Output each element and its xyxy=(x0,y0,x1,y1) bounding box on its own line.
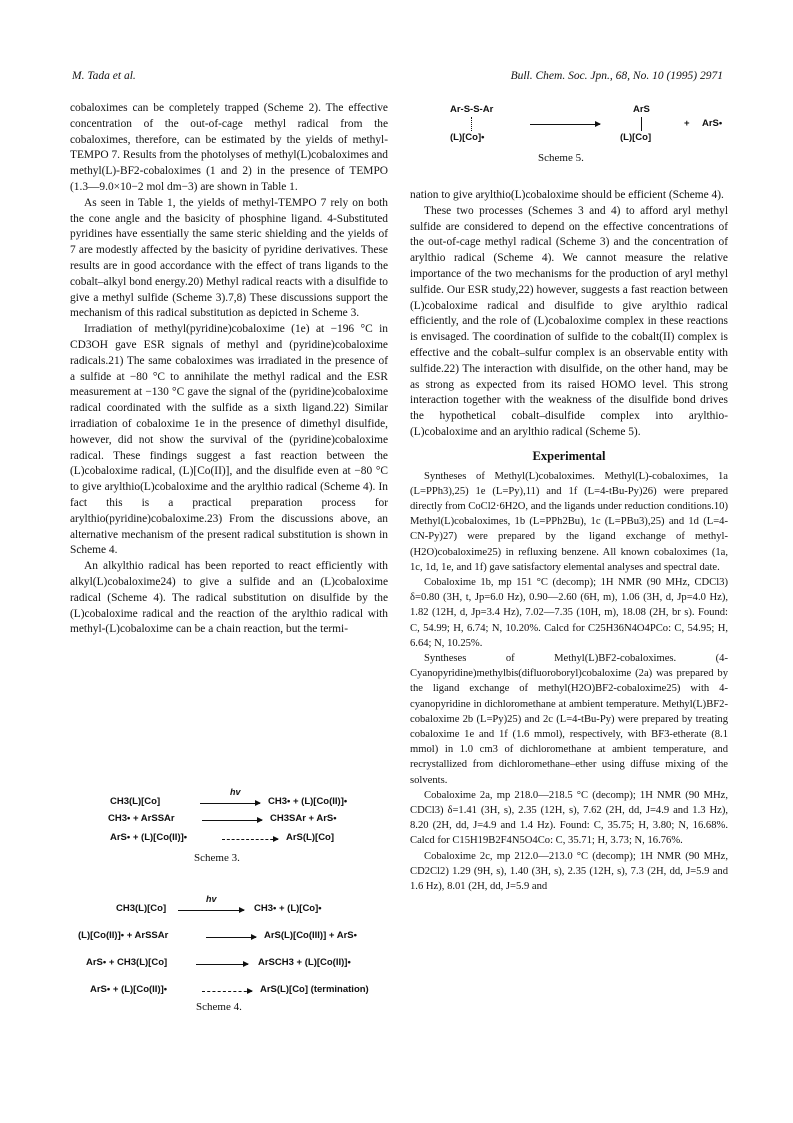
scheme-caption: Scheme 3. xyxy=(194,852,240,864)
product-top: ArS xyxy=(633,104,650,115)
left-column xyxy=(70,101,388,638)
paragraph: nation to give arylthio(L)cobaloxime should be efficient (Scheme 4). xyxy=(410,189,724,201)
scheme-caption: Scheme 5. xyxy=(538,152,584,164)
coordination-dotted-bond xyxy=(471,117,472,131)
disulfide-complex-bottom: (L)[Co]• xyxy=(450,132,485,143)
reaction-right: CH3• + (L)[Co]• xyxy=(254,903,322,914)
paragraph: Cobaloxime 2c, mp 212.0—213.0 °C (decomp); 1H NMR (90 MHz, CD2Cl2) 1.29 (9H, s), 1.40 (3H, s), 2.35 (12H, s), 7.3 (2H, dd, J=5.9 and 1.6 Hz), 8.01 (2H, dd, J=5.9 and xyxy=(410,850,728,893)
product-bond xyxy=(641,117,642,131)
scheme-5 xyxy=(450,104,723,170)
right-column xyxy=(410,188,728,894)
reaction-right: ArS(L)[Co] (termination) xyxy=(260,984,369,995)
reaction-arrow xyxy=(178,910,244,911)
reaction-right: CH3• + (L)[Co(II)]• xyxy=(268,796,348,807)
reaction-arrow-dashed xyxy=(222,839,278,840)
reaction-arrow xyxy=(196,964,248,965)
reaction-right: ArS(L)[Co(III)] + ArS• xyxy=(264,930,357,941)
paragraph: Cobaloxime 2a, mp 218.0—218.5 °C (decomp); 1H NMR (90 MHz, CDCl3) δ=1.41 (3H, s), 2.35 (12H, s), 7.62 (2H, dd, J=4.9 and 1.3 Hz), 8.20 (2H, dd, J=4.9 and 1.4 Hz). Found: C, 35.75; H, 3.80; N, 16.68%. Calcd for C15H19B2F4N5O4Co: C, 35.71; H, 3.73; N, 16.76%. xyxy=(410,789,728,847)
paragraph: Irradiation of methyl(pyridine)cobaloxime (1e) at −196 °C in CD3OH gave ESR signals of methyl and (pyridine)cobaloxime radicals.21) The same cobaloximes was irradiated in the presence of a sulfide at −80 °C to annihilate the methyl radical and the ESR measurement at −130 °C gave the signal of the (pyridine)cobaloxime radical coordinated with the sulfide as a sixth ligand.22) Similar irradiation of cobaloxime 1e in the presence of dimethyl disulfide, however, did not show the survival of the (pyridine)cobaloxime radical. These findings suggest a fast reaction between the (L)cobaloxime radical, (L)[Co(II)], and the disulfide even at −80 °C to give arylthio(L)cobaloxime and the arylthio radical (Scheme 4). In fact this is a practical preparation process for arylthio(pyridine)cobaloxime.23) From the discussions above, an alternative mechanism of the present radical substitution is shown in Scheme 4. xyxy=(70,323,388,557)
reaction-arrow-dashed xyxy=(202,991,252,992)
scheme-caption: Scheme 4. xyxy=(196,1001,242,1013)
reaction-left: (L)[Co(II)]• + ArSSAr xyxy=(78,930,169,941)
reaction-left: CH3• + ArSSAr xyxy=(108,813,175,824)
hv-label: hv xyxy=(230,787,241,797)
reaction-left: ArS• + (L)[Co(II)]• xyxy=(90,984,168,995)
reaction-left: ArS• + CH3(L)[Co] xyxy=(86,957,168,968)
reaction-left: CH3(L)[Co] xyxy=(110,796,161,807)
running-header-journal: Bull. Chem. Soc. Jpn., 68, No. 10 (1995) 2971 xyxy=(510,70,723,82)
reaction-right: ArSCH3 + (L)[Co(II)]• xyxy=(258,957,351,968)
reaction-arrow xyxy=(202,820,262,821)
hv-label: hv xyxy=(206,894,217,904)
scheme-3 xyxy=(108,787,370,866)
plus-sign: + xyxy=(684,118,690,129)
paragraph: As seen in Table 1, the yields of methyl-TEMPO 7 rely on both the cone angle and the basicity of phosphine ligand. 4-Substituted pyridines have essentially the same steric shielding and the yields of 7 are modestly affected by the basicity of pyridine derivatives. These results are in good accordance with the effect of trans ligands to the cobalt–alkyl bond energy.20) Methyl radical reacts with a disulfide to give a methyl sulfide (Scheme 3).7,8) These discussions support the mechanism of this radical substitution as depicted in Scheme 3. xyxy=(70,196,388,320)
paragraph: Syntheses of Methyl(L)BF2-cobaloximes. (4-Cyanopyridine)methylbis(difluoroboryl)cobaloxime (2a) was prepared by the ligand exchange of methyl(H2O)BF2-cobaloxime25) with 4-cyanopyridine in dichloromethane at ambient temperature. Methyl(L)BF2-cobaloxime 2b (L=Py)25) and 2c (L=4-tBu-Py) were prepared by treating cobaloxime 1e and 1f (1.6 mmol), respectively, with BF3-etherate (8.1 mmol) in 1.0 cm3 of dichloromethane at ambient temperature, and recrystallized from dichloromethane–ether using diffuse mixing of the solvents. xyxy=(410,652,728,786)
paragraph: Cobaloxime 1b, mp 151 °C (decomp); 1H NMR (90 MHz, CDCl3) δ=0.80 (3H, t, Jp=6.0 Hz), 0.90—2.60 (6H, m), 1.06 (3H, d, Jp=4.0 Hz), 1.82 (12H, d, Jp=3.4 Hz), 7.02—7.35 (10H, m), 18.08 (2H, br s). Found: C, 54.99; H, 6.74; N, 10.20%. Calcd for C25H36N4O4PCo: C, 54.95; H, 6.64; N, 10.25%. xyxy=(410,576,728,649)
section-heading: Experimental xyxy=(532,448,606,463)
reaction-arrow xyxy=(530,124,600,125)
paragraph: Syntheses of Methyl(L)cobaloximes. Methyl(L)-cobaloximes, 1a (L=PPh3),25) 1e (L=Py),11) and 1f (L=4-tBu-Py)26) were prepared directly from CoCl2·6H2O, and the ligands under reduction conditions.10) Methyl(L)cobaloximes, 1b (L=PPh2Bu), 1c (L=PBu3),25) and 1d (L=4-CN-Py)27) were prepared by the ligand exchange of methyl-(H2O)cobaloxime25) in refluxing benzene. All known cobaloximes (1a, 1c, 1d, 1e, and 1f) gave satisfactory elemental analyses and spectral date. xyxy=(410,470,728,573)
product-bottom: (L)[Co] xyxy=(620,132,652,143)
reaction-right: CH3SAr + ArS• xyxy=(270,813,337,824)
running-header-authors: M. Tada et al. xyxy=(72,70,136,82)
reaction-left: ArS• + (L)[Co(II)]• xyxy=(110,832,188,843)
experimental-section xyxy=(410,469,728,895)
scheme-4 xyxy=(78,894,378,1018)
reaction-arrow xyxy=(206,937,256,938)
disulfide-complex-top: Ar-S-S-Ar xyxy=(450,104,494,115)
paragraph: An alkylthio radical has been reported to react efficiently with alkyl(L)cobaloxime24) to give a sulfide and an (L)cobaloxime radical (Scheme 4). The radical substitution on disulfide by the (L)cobaloxime radical and the reaction of the arylthio radical with methyl-(L)cobaloxime can be a chain reaction, but the termi- xyxy=(70,560,388,636)
paragraph: These two processes (Schemes 3 and 4) to afford aryl methyl sulfide are considered to depend on the effective concentrations of the out-of-cage methyl radical (Scheme 3) and the concentration of arylthio radical (Scheme 4). We cannot measure the relative importance of the two mechanisms for the production of aryl methyl sulfide. Our ESR study,22) however, suggests a fast reaction between (L)cobaloxime radical and disulfide to give arylthio radical efficiently, and the role of (L)cobaloxime complex in these reactions is envisaged. The coordination of sulfide to the cobalt(II) complex is effective and the cobalt–sulfur complex is an observable entity with sulfide.22) The interaction with disulfide, on the other hand, may be as strong as expected from its raised HOMO level. This strong interaction together with the weakness of the disulfide bond drives the hypothetical cobalt–disulfide complex into arylthio-(L)cobaloxime and an arylthio radical (Scheme 5). xyxy=(410,204,728,438)
arylthio-radical: ArS• xyxy=(702,118,723,129)
reaction-right: ArS(L)[Co] xyxy=(286,832,335,843)
paragraph: cobaloximes can be completely trapped (Scheme 2). The effective concentration of the out-of-cage methyl radical from the cobaloximes, therefore, can be estimated by the yields of methyl-TEMPO 7. Results from the photolyses of methyl(L)cobaloximes and methyl(L)-BF2-cobaloximes (1 and 2) in the presence of TEMPO (1.3—9.0×10−2 mol dm−3) are shown in Table 1. xyxy=(70,102,388,193)
reaction-left: CH3(L)[Co] xyxy=(116,903,167,914)
reaction-arrow xyxy=(200,803,260,804)
